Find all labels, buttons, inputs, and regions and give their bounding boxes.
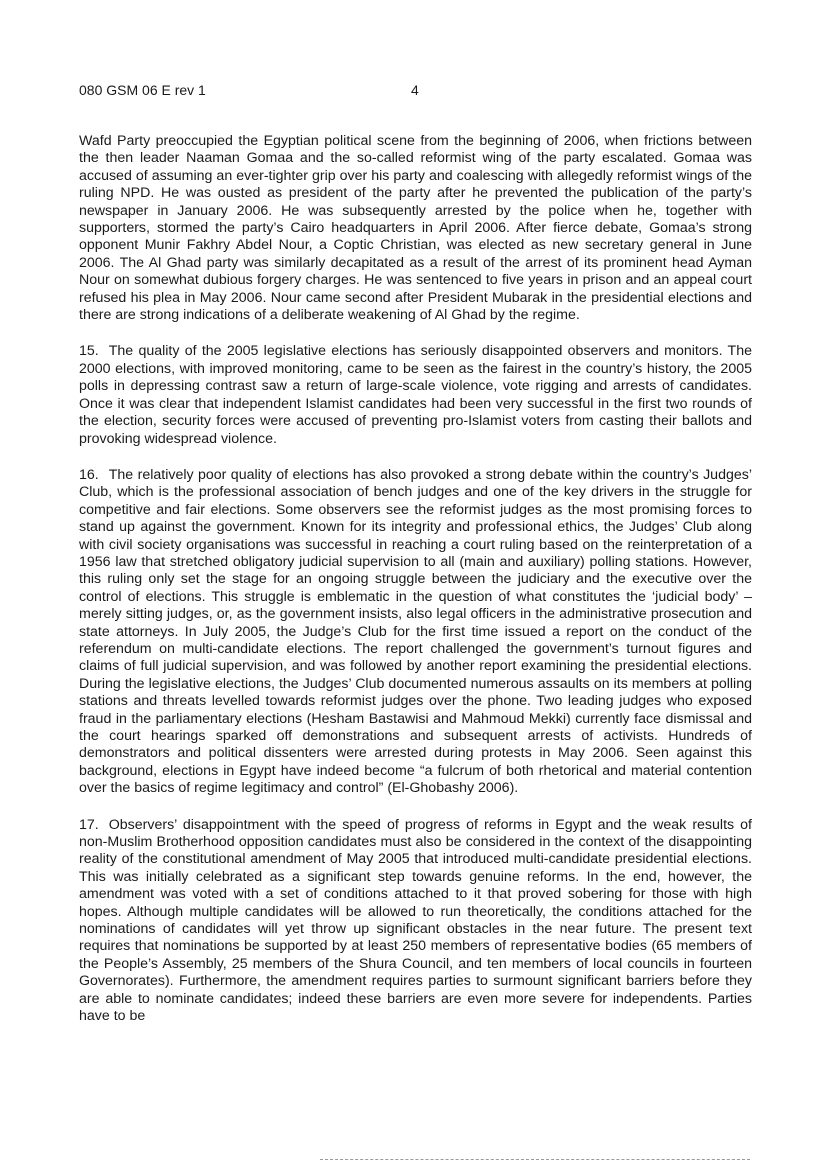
paragraph-number: 16. xyxy=(79,466,99,483)
paragraph-16 xyxy=(79,467,752,798)
document-reference: 080 GSM 06 E rev 1 xyxy=(79,82,206,98)
paragraph-17 xyxy=(79,817,752,1026)
body-text xyxy=(79,133,752,1045)
paragraph-text: Wafd Party preoccupied the Egyptian political scene from the beginning of 2006, when frictions between the then leader Naaman Gomaa and the so-called reformist wing of the party escalated. Gomaa was accused of assuming an ever-tighter grip over his party and coalescing with allegedly reformist wings of the ruling NPD. He was ousted as president of the party after he prevented the publication of the party’s newspaper in January 2006. He was subsequently arrested by the police when he, together with supporters, stormed the party’s Cairo headquarters in April 2006. After fierce debate, Gomaa’s strong opponent Munir Fakhry Abdel Nour, a Coptic Christian, was elected as new secretary general in June 2006. The Al Ghad party was similarly decapitated as a result of the arrest of its prominent head Ayman Nour on somewhat dubious forgery charges. He was sentenced to five years in prison and an appeal court refused his plea in May 2006. Nour came second after President Mubarak in the presidential elections and there are strong indications of a deliberate weakening of Al Ghad by the regime. xyxy=(79,133,752,324)
page-header xyxy=(79,82,759,102)
paragraph-number: 17. xyxy=(79,816,99,833)
paragraph-text: The relatively poor quality of elections has also provoked a strong debate within the country’s Judges’ Club, which is the professional association of bench judges and one of the key drivers in the struggle for competitive and fair elections. Some observers see the reformist judges as the most promising forces to stand up against the government. Known for its integrity and professional ethics, the Judges’ Club along with civil society organisations was successful in reaching a court ruling based on the reinterpretation of a 1956 law that stretched obligatory judicial supervision to all (main and auxiliary) polling stations. However, this ruling only set the stage for an ongoing struggle between the judiciary and the executive over the control of elections. This struggle is emblematic in the question of what constitutes the ‘judicial body’ – merely sitting judges, or, as the government insists, also legal officers in the administrative prosecution and state attorneys. In July 2005, the Judge’s Club for the first time issued a report on the conduct of the referendum on multi-candidate elections. The report challenged the government’s turnout figures and claims of full judicial supervision, and was followed by another report examining the presidential elections. During the legislative elections, the Judges’ Club documented numerous assaults on its members at polling stations and threats levelled towards reformist judges over the phone. Two leading judges who exposed fraud in the parliamentary elections (Hesham Bastawisi and Mahmoud Mekki) currently face dismissal and the court hearings sparked off demonstrations and subsequent arrests of activists. Hundreds of demonstrators and political dissenters were arrested during protests in May 2006. Seen against this background, elections in Egypt have indeed become “a fulcrum of both rhetorical and material contention over the basics of regime legitimacy and control” (El-Ghobashy 2006). xyxy=(79,466,752,797)
page-number: 4 xyxy=(411,82,419,98)
footer-divider xyxy=(320,1159,750,1160)
paragraph-number: 15. xyxy=(79,343,99,360)
paragraph-text: Observers’ disappointment with the speed of progress of reforms in Egypt and the weak results of non-Muslim Brotherhood opposition candidates must also be considered in the context of the disappointing reality of the constitutional amendment of May 2005 that introduced multi-candidate presidential elections. This was initially celebrated as a significant step towards genuine reforms. In the end, however, the amendment was voted with a set of conditions attached to it that proved sobering for those with high hopes. Although multiple candidates will be allowed to run theoretically, the conditions attached for the nominations of candidates will yet throw up significant obstacles in the near future. The present text requires that nominations be supported by at least 250 members of representative bodies (65 members of the People’s Assembly, 25 members of the Shura Council, and ten members of local councils in fourteen Governorates). Furthermore, the amendment requires parties to surmount significant barriers before they are able to nominate candidates; indeed these barriers are even more severe for independents. Parties have to be xyxy=(79,816,752,1025)
paragraph-text: The quality of the 2005 legislative elections has seriously disappointed observers and monitors. The 2000 elections, with improved monitoring, came to be seen as the fairest in the country’s history, the 2005 polls in depressing contrast saw a return of large-scale violence, vote rigging and arrests of candidates. Once it was clear that independent Islamist candidates had been very successful in the first two rounds of the election, security forces were accused of preventing pro-Islamist voters from casting their ballots and provoking widespread violence. xyxy=(79,343,752,447)
paragraph-15 xyxy=(79,343,752,447)
paragraph-continued xyxy=(79,133,752,324)
